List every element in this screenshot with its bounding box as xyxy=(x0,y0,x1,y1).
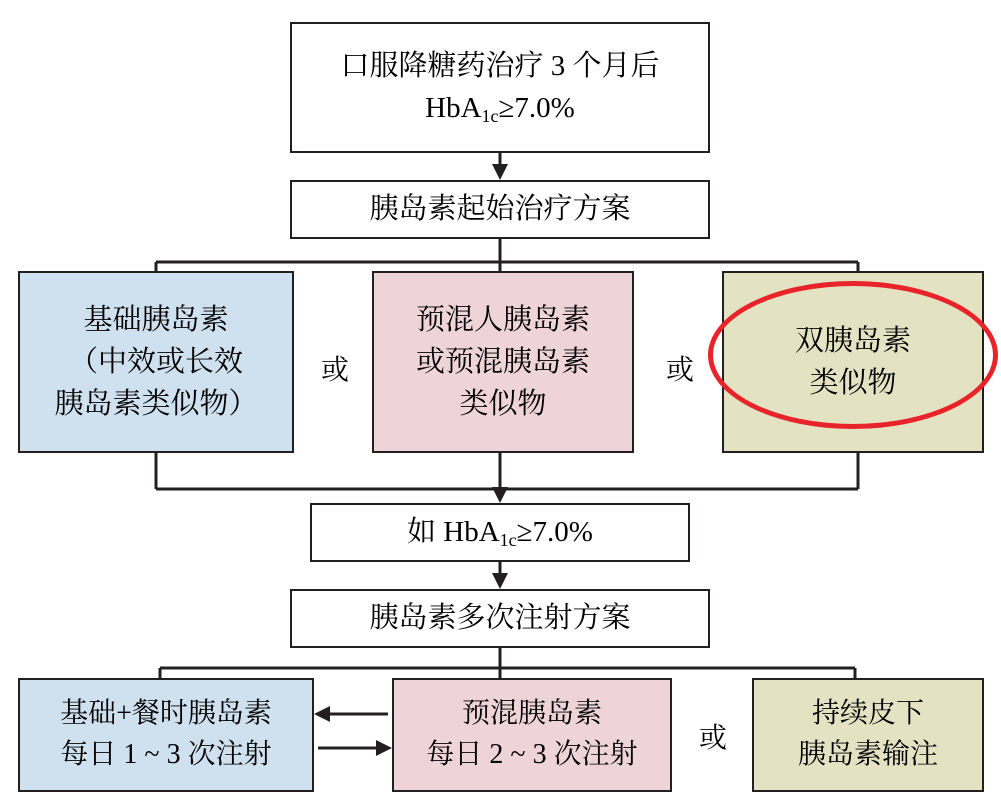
node-premix-multi xyxy=(392,678,672,792)
connector-label-or-3: 或 xyxy=(698,723,727,754)
node-basal-insulin-line-2: （中效或长效 xyxy=(68,345,243,378)
connector-label-or-1: 或 xyxy=(320,355,349,386)
node-csii-line-2: 胰岛素输注 xyxy=(797,739,938,770)
node-basal-insulin xyxy=(18,271,294,453)
node-start xyxy=(290,22,710,153)
node-multi-injection-plan-label: 胰岛素多次注射方案 xyxy=(369,602,631,635)
node-start-line-2: HbA$_{1c}$≥7.0% xyxy=(425,92,575,127)
node-csii xyxy=(752,678,984,792)
node-recheck-hba1c-label: 如 HbA$_{1c}$≥7.0% xyxy=(407,516,593,551)
node-premix-multi-line-1: 预混胰岛素 xyxy=(461,698,602,730)
node-start-line-1: 口服降糖药治疗 3 个月后 xyxy=(340,50,660,83)
node-basal-bolus-line-1: 基础+餐时胰岛素 xyxy=(60,698,272,730)
node-premix-multi-line-2: 每日 2 ~ 3 次注射 xyxy=(426,739,638,770)
connector-label-or-2: 或 xyxy=(665,355,694,386)
node-premix-insulin-line-2: 或预混胰岛素 xyxy=(415,345,590,378)
node-premix-insulin-line-3: 类似物 xyxy=(459,388,547,421)
node-premix-insulin-line-1: 预混人胰岛素 xyxy=(415,303,590,336)
node-insulin-start-plan xyxy=(290,180,710,239)
node-insulin-start-plan-label: 胰岛素起始治疗方案 xyxy=(369,193,631,226)
node-basal-insulin-line-3: 胰岛素类似物） xyxy=(54,388,258,421)
node-recheck-hba1c xyxy=(310,503,690,562)
highlight-ellipse-dual-insulin xyxy=(708,281,998,429)
node-dual-insulin-line-1: 双胰岛素 xyxy=(794,324,911,357)
node-dual-insulin-line-2: 类似物 xyxy=(809,367,897,399)
node-basal-bolus xyxy=(18,678,314,792)
node-premix-insulin xyxy=(372,271,634,453)
node-csii-line-1: 持续皮下 xyxy=(811,698,924,730)
node-basal-insulin-line-1: 基础胰岛素 xyxy=(83,303,229,336)
node-multi-injection-plan xyxy=(290,589,710,648)
node-basal-bolus-line-2: 每日 1 ~ 3 次注射 xyxy=(60,739,272,770)
